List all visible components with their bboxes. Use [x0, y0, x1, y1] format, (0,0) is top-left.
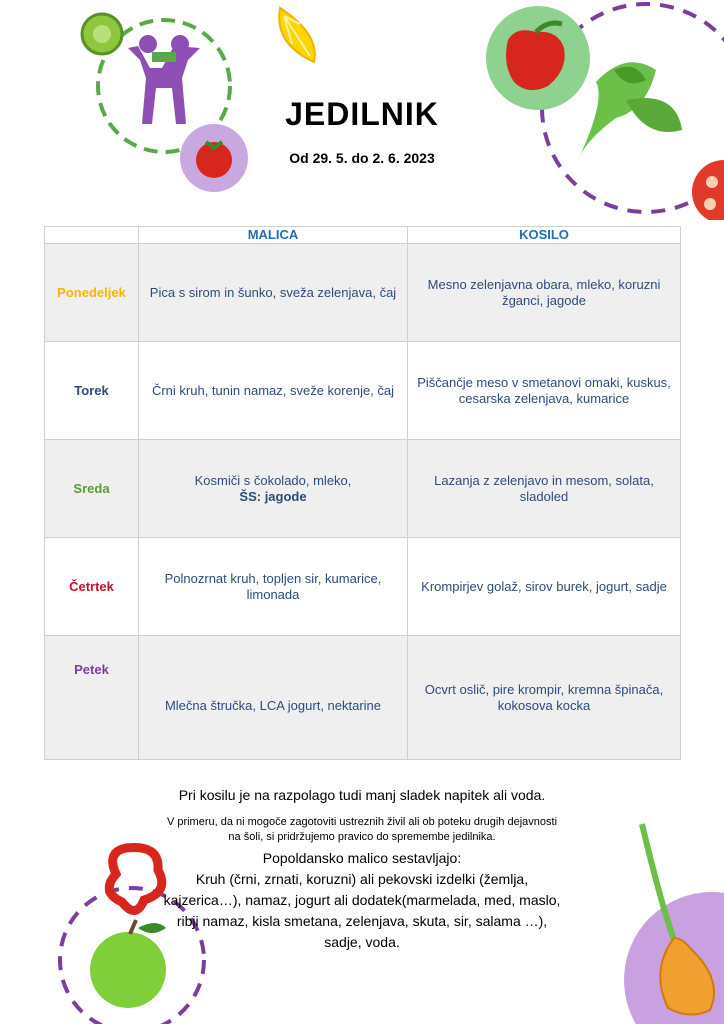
- table-row: [45, 342, 681, 440]
- afternoon-snack-block: [160, 848, 564, 953]
- column-header-day: [45, 227, 139, 244]
- malica-text: Pica s sirom in šunko, sveža zelenjava, čaj: [149, 284, 397, 300]
- kosilo-cell: Piščančje meso v smetanovi omaki, kuskus, cesarska zelenjava, kumarice: [408, 342, 681, 440]
- table-row: [45, 636, 681, 760]
- pepper-ring-icon: [109, 847, 162, 910]
- kosilo-cell: Ocvrt oslič, pire krompir, kremna špinača, kokosova kocka: [408, 636, 681, 760]
- table-row: [45, 440, 681, 538]
- day-cell: Sreda: [45, 440, 139, 538]
- green-apple-icon: [90, 932, 166, 1008]
- lemon-slice-icon: [270, 4, 320, 66]
- date-range: Od 29. 5. do 2. 6. 2023: [289, 150, 435, 166]
- kosilo-cell: Lazanja z zelenjavo in mesom, solata, sladoled: [408, 440, 681, 538]
- table-row: [45, 538, 681, 636]
- afternoon-snack-text: Kruh (črni, zrnati, koruzni) ali pekovski izdelki (žemlja, kajzerica…), namaz, jogurt ali dodatek(marmelada, med, maslo, ribji namaz, kisla smetana, zelenjava, skuta, sir, salama …), sadje, voda.: [163, 871, 561, 950]
- malica-cell: [139, 440, 408, 538]
- day-cell: Petek: [45, 636, 139, 760]
- school-scheme-note: ŠS: jagode: [239, 488, 307, 504]
- malica-text: Polnozrnat kruh, topljen sir, kumarice, limonada: [164, 570, 382, 602]
- change-note: V primeru, da ni mogoče zagotoviti ustreznih živil ali ob poteku drugih dejavnosti na šoli, si pridržujemo pravico do spremembe jedilnika.: [166, 816, 558, 843]
- drink-note: Pri kosilu je na razpolago tudi manj sladek napitek ali voda.: [178, 787, 546, 803]
- tomato-slice-icon: [692, 160, 724, 220]
- column-header-malica: MALICA: [139, 227, 408, 244]
- malica-cell: [139, 342, 408, 440]
- afternoon-snack-title: Popoldansko malico sestavljajo:: [262, 850, 462, 866]
- day-cell: Ponedeljek: [45, 244, 139, 342]
- malica-text: Kosmiči s čokolado, mleko,: [194, 472, 352, 488]
- kosilo-cell: Krompirjev golaž, sirov burek, jogurt, sadje: [408, 538, 681, 636]
- table-header-row: [45, 227, 681, 244]
- column-header-kosilo: KOSILO: [408, 227, 681, 244]
- onion-illustration: [620, 820, 724, 1024]
- kosilo-cell: Mesno zelenjavna obara, mleko, koruzni žganci, jagode: [408, 244, 681, 342]
- malica-cell: [139, 538, 408, 636]
- table-row: [45, 244, 681, 342]
- menu-table: [44, 226, 681, 760]
- malica-text: Mlečna štručka, LCA jogurt, nektarine: [164, 697, 382, 713]
- day-cell: Torek: [45, 342, 139, 440]
- day-cell: Četrtek: [45, 538, 139, 636]
- page-title: JEDILNIK: [285, 96, 439, 132]
- malica-cell: [139, 636, 408, 760]
- malica-text: Črni kruh, tunin namaz, sveže korenje, čaj: [151, 382, 395, 398]
- malica-cell: [139, 244, 408, 342]
